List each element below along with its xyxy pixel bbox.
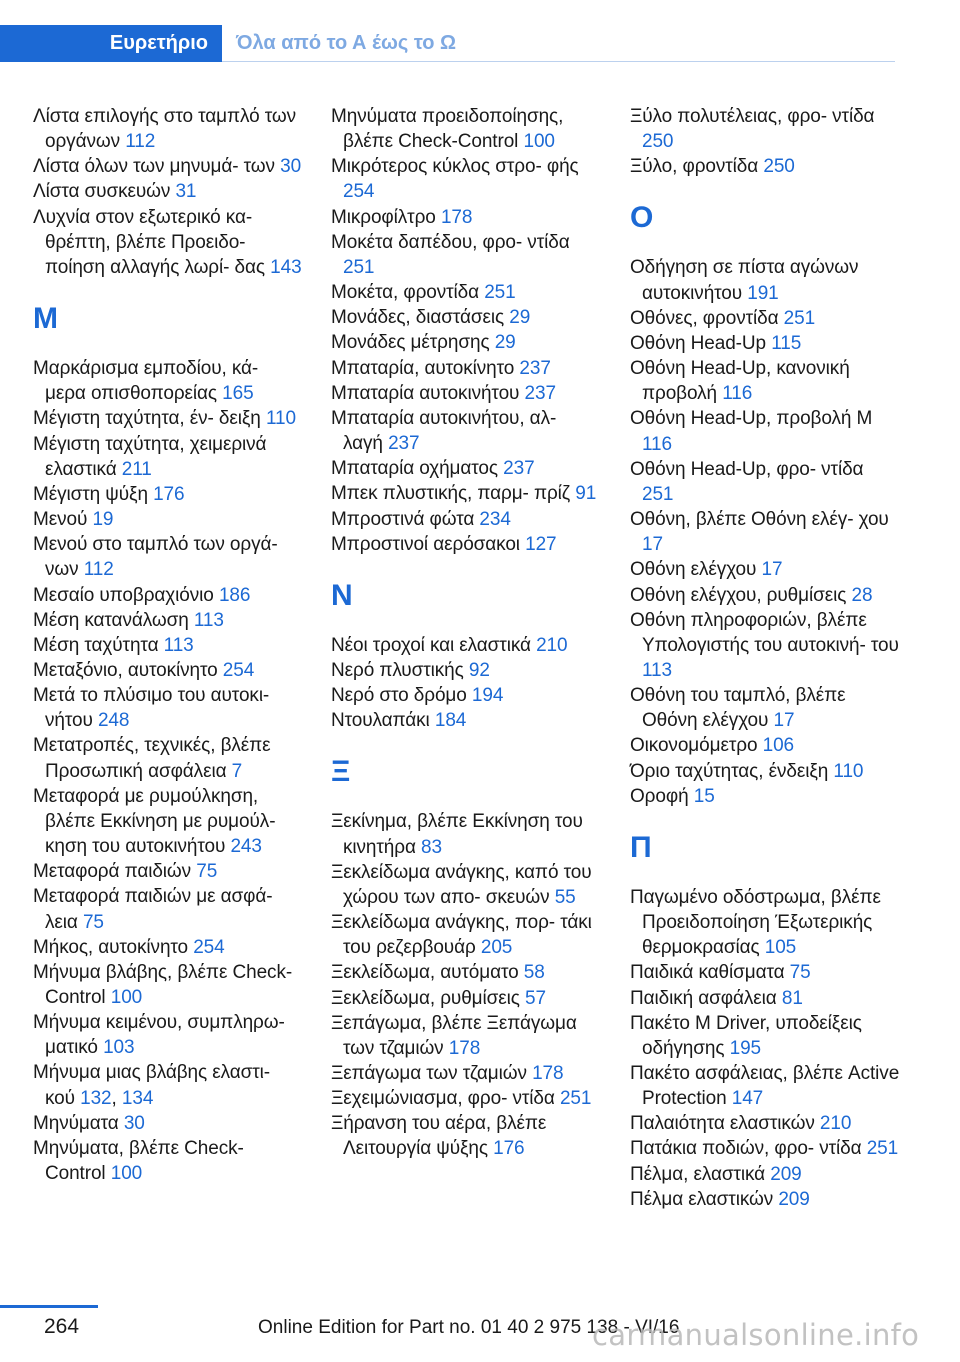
- page-reference-link[interactable]: 30: [280, 156, 302, 178]
- index-entry-term: Μοκέτα, φροντίδα: [331, 282, 480, 304]
- page-reference-link[interactable]: 113: [163, 634, 194, 656]
- page-reference-link[interactable]: 143: [270, 256, 302, 278]
- index-entry-term: Ξήρανση του αέρα, βλέπε Λειτουργία ψύξης: [331, 1113, 547, 1160]
- index-entry: [33, 154, 303, 179]
- index-entry: [331, 633, 601, 658]
- page-reference-link[interactable]: 237: [519, 357, 551, 379]
- index-entry-term: Πέλμα, ελαστικά: [630, 1163, 766, 1185]
- index-entry-term: Μετατροπές, τεχνικές, βλέπε Προσωπική ασφάλεια: [33, 735, 271, 782]
- index-entry-term: Μενού στο ταμπλό των οργά- νων: [33, 534, 278, 581]
- index-entry: [33, 658, 303, 683]
- index-entry: [331, 860, 601, 910]
- index-entry-term: Οθόνη Head-Up, προβολή M: [630, 408, 873, 430]
- index-entry: [331, 910, 601, 960]
- index-entry-term: Νερό στο δρόμο: [331, 685, 467, 707]
- page-number: 264: [44, 1315, 80, 1338]
- index-entry: [33, 104, 303, 154]
- index-entry-term: Οθόνη Head-Up, κανονική προβολή: [630, 358, 850, 405]
- index-entry: [630, 583, 900, 608]
- page-reference-link[interactable]: 28: [851, 584, 873, 606]
- index-entry-term: Ξεκλείδωμα ανάγκης, πορ- τάκι του ρεζερβουάρ: [331, 912, 592, 959]
- index-entry: [630, 1187, 900, 1212]
- index-entry: [630, 960, 900, 985]
- page-reference-link[interactable]: 194: [471, 685, 504, 707]
- index-entry-term: Μπεκ πλυστικής, παρμ- πρίζ: [331, 483, 571, 505]
- page-reference-link[interactable]: 209: [770, 1163, 802, 1185]
- page-reference-link[interactable]: 205: [480, 937, 513, 959]
- page-reference-link[interactable]: 92: [468, 659, 490, 681]
- index-entry-term: Ξεκίνημα, βλέπε Εκκίνηση του κινητήρα: [331, 811, 583, 858]
- page-reference-link[interactable]: 15: [693, 785, 715, 807]
- index-entry: [331, 532, 601, 557]
- index-column-3: [630, 104, 900, 1212]
- index-entry: [33, 356, 303, 406]
- page-reference-link[interactable]: 127: [525, 533, 557, 555]
- index-entry-term: Όριο ταχύτητας, ένδειξη: [630, 760, 829, 782]
- index-entry-term: Μήνυμα μιας βλάβης ελαστι- κού: [33, 1062, 270, 1109]
- page-reference-link[interactable]: 116: [722, 383, 753, 405]
- index-entry: [630, 306, 900, 331]
- page-reference-link[interactable]: 113: [642, 659, 672, 681]
- index-entry: [630, 1162, 900, 1187]
- index-entry: [331, 154, 601, 204]
- index-entry: [630, 759, 900, 784]
- index-entry-term: Μεταφορά παιδιών με ασφά- λεια: [33, 886, 273, 933]
- page-reference-link[interactable]: 254: [193, 936, 225, 958]
- index-entry: [331, 683, 601, 708]
- index-entry: [331, 986, 601, 1011]
- page-reference-link[interactable]: 19: [92, 509, 114, 531]
- page-reference-link[interactable]: 250: [763, 156, 795, 178]
- index-entry-term: Νέοι τροχοί και ελαστικά: [331, 634, 531, 656]
- page-reference-link[interactable]: 251: [866, 1138, 899, 1160]
- index-entry-term: Νερό πλυστικής: [331, 659, 464, 681]
- page-reference-link[interactable]: 251: [642, 483, 674, 505]
- index-entry-term: Οροφή: [630, 785, 689, 807]
- page-reference-link[interactable]: 100: [110, 987, 143, 1008]
- page-reference-link[interactable]: 113: [193, 609, 224, 631]
- index-entry-term: Μονάδες, διαστάσεις: [331, 307, 505, 329]
- watermark: carmanualsonline.info: [592, 1318, 920, 1352]
- page-reference-link[interactable]: 105: [764, 937, 797, 959]
- index-entry-term: Πέλμα ελαστικών: [630, 1188, 774, 1210]
- page-reference-link[interactable]: 29: [509, 307, 531, 329]
- page-reference-link[interactable]: 58: [523, 962, 545, 984]
- index-entry: [33, 859, 303, 884]
- index-entry-term: Μεταξόνιο, αυτοκίνητο: [33, 659, 218, 681]
- index-column-1: [33, 104, 303, 1186]
- page-reference-link[interactable]: 176: [153, 483, 185, 505]
- header-divider: [222, 61, 895, 62]
- index-entry-term: Οδήγηση σε πίστα αγώνων αυτοκινήτου: [630, 257, 859, 304]
- page-reference-link[interactable]: 237: [388, 433, 420, 455]
- page-reference-link[interactable]: 132: [80, 1087, 112, 1109]
- section-letter-heading: Ν: [331, 578, 353, 612]
- index-entry: [331, 708, 601, 733]
- index-entry-term: Παιδική ασφάλεια: [630, 987, 777, 1009]
- index-entry: [331, 1086, 601, 1111]
- index-entry-term: Μεταφορά παιδιών: [33, 861, 192, 883]
- index-entry: [630, 1111, 900, 1136]
- index-entry: [33, 1111, 303, 1136]
- page-reference-link[interactable]: 254: [222, 659, 255, 681]
- index-entry: [630, 885, 900, 960]
- index-entry: [33, 733, 303, 783]
- index-entry-term: Παγωμένο οδόστρωμα, βλέπε Προειδοποίηση Έξωτερικής θερμοκρασίας: [630, 886, 881, 959]
- index-entry-term: Μέση κατανάλωση: [33, 609, 189, 631]
- index-entry-term: Μονάδες μέτρησης: [331, 332, 490, 354]
- index-entry-term: Οθόνη ελέγχου: [630, 559, 757, 581]
- index-entry-term: Μπροστινοί αερόσακοι: [331, 533, 520, 555]
- page-reference-link[interactable]: 237: [503, 458, 535, 480]
- index-entry: [331, 1061, 601, 1086]
- page-reference-link[interactable]: 75: [789, 962, 811, 984]
- index-entry-term: Μετά το πλύσιμο του αυτοκι- νήτου: [33, 685, 270, 732]
- page-reference-link[interactable]: 250: [642, 131, 674, 153]
- page-reference-link[interactable]: 100: [110, 1163, 143, 1185]
- index-entry: [33, 683, 303, 733]
- index-entry: [630, 557, 900, 582]
- index-entry-term: Ξύλο πολυτέλειας, φρο- ντίδα: [630, 106, 875, 127]
- index-entry: [331, 658, 601, 683]
- page-reference-link[interactable]: 75: [82, 911, 104, 933]
- index-entry: [630, 733, 900, 758]
- index-entry-term: Μαρκάρισμα εμποδίου, κά- μερα οπισθοπορείας: [33, 358, 259, 405]
- index-entry-term: Μήκος, αυτοκίνητο: [33, 936, 189, 958]
- index-column-2: [331, 104, 601, 1162]
- index-entry: [33, 608, 303, 633]
- page-reference-link[interactable]: 115: [771, 332, 802, 354]
- section-letter-heading: Ο: [630, 201, 654, 235]
- page-reference-link[interactable]: 75: [196, 861, 218, 883]
- page-reference-link[interactable]: 165: [222, 383, 254, 405]
- page-reference-link[interactable]: 243: [230, 836, 262, 858]
- index-entry: [331, 305, 601, 330]
- index-entry: [331, 406, 601, 456]
- page-reference-link[interactable]: 31: [175, 181, 197, 203]
- index-entry-term: Παιδικά καθίσματα: [630, 962, 785, 984]
- index-entry-term: Μικροφίλτρο: [331, 206, 436, 228]
- index-entry: [33, 179, 303, 204]
- index-entry-term: Μεσαίο υποβραχιόνιο: [33, 584, 214, 606]
- index-entry: [33, 583, 303, 608]
- index-entry-term: Λίστα όλων των μηνυμά- των: [33, 156, 275, 178]
- page-reference-link[interactable]: 91: [575, 483, 597, 505]
- index-entry: [33, 432, 303, 482]
- page-reference-link[interactable]: 30: [123, 1112, 145, 1134]
- index-entry: [331, 809, 601, 859]
- index-entry: [630, 104, 900, 154]
- index-entry: [331, 104, 601, 154]
- page-reference-link[interactable]: 17: [642, 534, 663, 556]
- index-entry-term: Ξεχειμώνιασμα, φρο- ντίδα: [331, 1088, 555, 1110]
- index-entry: [630, 507, 900, 557]
- index-entry-term: Λίστα επιλογής στο ταμπλό των οργάνων: [33, 106, 297, 153]
- page-reference-link[interactable]: 134: [121, 1087, 154, 1109]
- index-entry-term: Μπαταρία αυτοκινήτου, αλ- λαγή: [331, 407, 557, 455]
- page-reference-link[interactable]: 184: [434, 710, 467, 732]
- page-reference-link[interactable]: 178: [532, 1063, 564, 1084]
- page-reference-link[interactable]: 55: [554, 886, 576, 908]
- index-entry: [630, 784, 900, 809]
- page-reference-link[interactable]: 248: [97, 710, 130, 732]
- index-entry-term: Μέγιστη ταχύτητα, έν- δειξη: [33, 408, 261, 430]
- index-entry-term: Ξεπάγωμα των τζαμιών: [331, 1063, 527, 1084]
- index-entry: [33, 205, 303, 280]
- index-entry-term: Μέγιστη ψύξη: [33, 483, 148, 505]
- index-entry: [331, 356, 601, 381]
- index-entry: [33, 884, 303, 934]
- index-entry-term: Πακέτο ασφάλειας, βλέπε Active Protection: [630, 1063, 900, 1110]
- page-reference-link[interactable]: 81: [781, 987, 803, 1009]
- index-entry: [630, 1061, 900, 1111]
- index-entry-term: Λίστα συσκευών: [33, 181, 171, 203]
- index-entry-term: Μέση ταχύτητα: [33, 634, 159, 656]
- index-entry: [33, 532, 303, 582]
- index-entry-term: Οθόνη του ταμπλό, βλέπε Οθόνη ελέγχου: [630, 685, 846, 732]
- index-entry-term: Μηνύματα: [33, 1112, 119, 1134]
- index-entry: [331, 330, 601, 355]
- index-entry-term: Μπαταρία οχήματος: [331, 458, 498, 480]
- index-entry-term: Παλαιότητα ελαστικών: [630, 1113, 815, 1135]
- index-entry: [33, 633, 303, 658]
- page-reference-link[interactable]: 110: [833, 760, 864, 782]
- page-reference-link[interactable]: 210: [536, 634, 568, 656]
- index-entry: [331, 280, 601, 305]
- index-entry-term: Ξεκλείδωμα, ρυθμίσεις: [331, 987, 520, 1009]
- index-entry: [331, 230, 601, 280]
- footer-accent-line: [0, 1305, 98, 1308]
- index-entry: [630, 986, 900, 1011]
- page-reference-link[interactable]: 237: [524, 382, 556, 404]
- page-reference-link[interactable]: 251: [559, 1088, 592, 1110]
- edition-text: Online Edition for Part no. 01 40 2 975 138 - VI/16: [258, 1317, 680, 1338]
- page-reference-link[interactable]: 211: [121, 458, 152, 480]
- index-entry-term: Ξεκλείδωμα ανάγκης, καπό του χώρου των απο- σκευών: [331, 861, 592, 908]
- index-entry-term: Οθόνη ελέγχου, ρυθμίσεις: [630, 584, 847, 606]
- page-reference-link[interactable]: 106: [762, 735, 795, 757]
- page-reference-link[interactable]: 112: [83, 559, 114, 581]
- index-entry-term: Μεταφορά με ρυμούλκηση, βλέπε Εκκίνηση με ρυμούλ- κηση του αυτοκινήτου: [33, 785, 276, 858]
- index-entry: [331, 481, 601, 506]
- index-entry: [33, 935, 303, 960]
- index-entry: [33, 1136, 303, 1186]
- index-entry: [630, 608, 900, 683]
- index-entry-term: Οθόνη Head-Up, φρο- ντίδα: [630, 458, 864, 480]
- index-entry-term: Ξεπάγωμα, βλέπε Ξεπάγωμα των τζαμιών: [331, 1012, 577, 1059]
- page-reference-link[interactable]: 191: [747, 282, 779, 304]
- index-entry: [331, 381, 601, 406]
- index-entry-term: Μηνύματα, βλέπε Check- Control: [33, 1137, 244, 1185]
- index-entry: [33, 482, 303, 507]
- page-reference-link[interactable]: 251: [783, 307, 816, 329]
- page-reference-link[interactable]: 254: [343, 181, 375, 203]
- index-entry-term: Οθόνη, βλέπε Οθόνη ελέγ- χου: [630, 509, 889, 531]
- index-entry-term: Πατάκια ποδιών, φρο- ντίδα: [630, 1138, 862, 1160]
- page-reference-link[interactable]: 112: [125, 131, 156, 153]
- index-entry-term: Μπαταρία αυτοκινήτου: [331, 382, 520, 404]
- index-entry: [33, 507, 303, 532]
- page-reference-link[interactable]: 100: [523, 131, 555, 153]
- page-reference-link[interactable]: 186: [218, 584, 251, 606]
- index-entry: [630, 255, 900, 305]
- page-reference-link[interactable]: 251: [484, 282, 516, 304]
- index-entry: [630, 1136, 900, 1161]
- page-reference-link[interactable]: 147: [731, 1088, 764, 1110]
- page-reference-link[interactable]: 210: [819, 1113, 852, 1135]
- index-entry: [630, 331, 900, 356]
- index-entry: [33, 406, 303, 431]
- index-entry: [630, 683, 900, 733]
- page-reference-link[interactable]: 103: [103, 1037, 135, 1059]
- index-entry: [331, 456, 601, 481]
- index-entry-term: Μικρότερος κύκλος στρο- φής: [331, 156, 579, 178]
- index-entry-term: Μηνύματα προειδοποίησης, βλέπε Check-Control: [331, 106, 564, 153]
- page-reference-link[interactable]: 29: [494, 332, 516, 354]
- index-entry-term: Ξεκλείδωμα, αυτόματο: [331, 962, 519, 984]
- index-entry: [331, 1111, 601, 1161]
- index-entry-term: Μήνυμα κειμένου, συμπληρω- ματικό: [33, 1012, 285, 1059]
- index-entry-term: Οθόνη πληροφοριών, βλέπε Υπολογιστής του αυτοκινή- του: [630, 609, 899, 656]
- index-entry-term: Μπαταρία, αυτοκίνητο: [331, 357, 515, 379]
- index-entry: [630, 457, 900, 507]
- index-entry-term: Μοκέτα δαπέδου, φρο- ντίδα: [331, 231, 570, 253]
- page-reference-link[interactable]: 17: [761, 559, 783, 581]
- index-entry: [630, 154, 900, 179]
- section-letter-heading: Μ: [33, 302, 58, 336]
- page-reference-link[interactable]: 83: [421, 836, 442, 858]
- index-entry: Μήνυμα μιας βλάβης ελαστι- κού 132, 134: [33, 1062, 270, 1109]
- index-entry-term: Οθόνες, φροντίδα: [630, 307, 779, 329]
- page-reference-link[interactable]: 251: [343, 256, 375, 278]
- index-entry: [630, 356, 900, 406]
- index-entry-term: Πακέτο M Driver, υποδείξεις οδήγησης: [630, 1012, 862, 1059]
- page-reference-link[interactable]: 234: [479, 508, 511, 530]
- page-reference-link[interactable]: 110: [265, 408, 296, 430]
- index-entry: [33, 784, 303, 859]
- page-reference-link[interactable]: 209: [778, 1188, 810, 1210]
- index-entry: [331, 205, 601, 230]
- index-entry: [33, 960, 303, 1010]
- index-entry-term: Μπροστινά φώτα: [331, 508, 475, 530]
- tab-a-to-z[interactable]: Όλα από το Α έως το Ω: [236, 32, 457, 54]
- index-entry-term: Μέγιστη ταχύτητα, χειμερινά ελαστικά: [33, 433, 267, 480]
- index-entry-term: Ντουλαπάκι: [331, 710, 430, 732]
- index-entry: [331, 507, 601, 532]
- index-entry: [331, 960, 601, 985]
- index-entry-term: Λυχνία στον εξωτερικό κα- θρέπτη, βλέπε Προειδο- ποίηση αλλαγής λωρί- δας: [33, 206, 265, 278]
- index-entry: [630, 1011, 900, 1061]
- page-reference-link[interactable]: 178: [448, 1037, 481, 1059]
- index-entry-term: Μήνυμα βλάβης, βλέπε Check-Control: [33, 961, 293, 1008]
- index-entry: [33, 1010, 303, 1060]
- index-entry-term: Οθόνη Head-Up: [630, 332, 766, 354]
- tab-index[interactable]: Ευρετήριο: [0, 25, 222, 62]
- page-reference-link[interactable]: 195: [729, 1037, 762, 1059]
- index-entry-term: Ξύλο, φροντίδα: [630, 156, 759, 178]
- section-letter-heading: Ξ: [331, 755, 351, 789]
- page-reference-link[interactable]: 176: [493, 1138, 525, 1160]
- index-entry: [630, 406, 900, 456]
- index-entry-term: Οικονομόμετρο: [630, 735, 758, 757]
- index-entry: [331, 1011, 601, 1061]
- page-reference-link[interactable]: 178: [440, 206, 473, 228]
- page-reference-link[interactable]: 17: [773, 710, 795, 732]
- page-reference-link[interactable]: 7: [231, 760, 243, 782]
- page-reference-link[interactable]: 116: [642, 433, 672, 455]
- header-bar: [0, 25, 895, 62]
- section-letter-heading: Π: [630, 830, 652, 864]
- page-reference-link[interactable]: 57: [525, 987, 546, 1009]
- index-entry-term: Μενού: [33, 509, 88, 531]
